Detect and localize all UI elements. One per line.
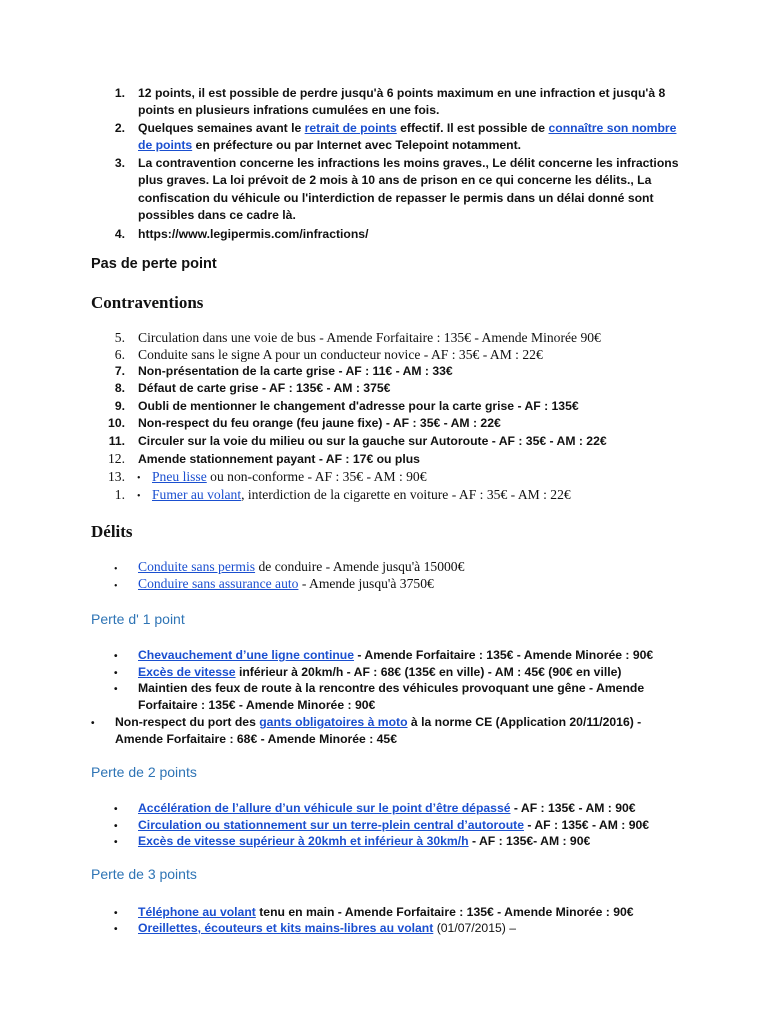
bullet-icon: • [114, 837, 118, 848]
list-item-text: points en plusieurs infrations cumulées en une fois. [138, 103, 440, 117]
list-item-text: Accélération de l’allure d’un véhicule sur le point d’être dépassé - AF : 135€ - AM : 90€ [138, 801, 636, 815]
list-item-text: Quelques semaines avant le retrait de points effectif. Il est possible de connaître son nombre [138, 121, 677, 135]
list-number: 5. [114, 330, 125, 345]
list-item-text: Téléphone au volant tenu en main - Amende Forfaitaire : 135€ - Amende Minorée : 90€ [138, 905, 634, 919]
list-item-text: confiscation du véhicule ou l'interdiction de repasser le permis dans un délai donné sont [138, 191, 654, 205]
list-item-text: Défaut de carte grise - AF : 135€ - AM : 375€ [138, 381, 391, 395]
terre-plein-link[interactable]: Circulation ou stationnement sur un terre-plein central d’autoroute [138, 818, 524, 832]
list-number: 3. [114, 156, 125, 170]
connaitre-points-link-cont[interactable]: de points [138, 138, 193, 152]
heading-pas-de-perte: Pas de perte point [91, 256, 217, 272]
pneu-lisse-link[interactable]: Pneu lisse [152, 469, 207, 484]
gants-moto-link[interactable]: gants obligatoires à moto [259, 715, 408, 729]
exces-vitesse-link[interactable]: Excès de vitesse [138, 665, 236, 679]
bullet-icon: • [114, 651, 118, 662]
telephone-volant-link[interactable]: Téléphone au volant [138, 905, 256, 919]
bullet-icon: • [137, 473, 141, 484]
list-item-text: Maintien des feux de route à la rencontre des véhicules provoquant une gêne - Amende [138, 681, 645, 695]
list-item-text: Chevauchement d’une ligne continue - Amende Forfaitaire : 135€ - Amende Minorée : 90€ [138, 648, 654, 662]
list-number: 7. [114, 364, 125, 378]
sans-assurance-link[interactable]: Conduire sans assurance auto [138, 576, 299, 591]
list-number: 11. [108, 434, 125, 448]
list-item-text: de points en préfecture ou par Internet avec Telepoint notamment. [138, 138, 522, 152]
list-item-text: possibles dans ce cadre là. [138, 208, 296, 222]
list-item-text: Amende stationnement payant - AF : 17€ ou plus [138, 452, 420, 466]
list-item-text: https://www.legipermis.com/infractions/ [138, 227, 369, 241]
acceleration-link[interactable]: Accélération de l’allure d’un véhicule sur le point d’être dépassé [138, 801, 511, 815]
fumer-volant-link[interactable]: Fumer au volant [152, 487, 242, 502]
heading-perte-2-points: Perte de 2 points [91, 764, 197, 780]
list-item-text: Circulation dans une voie de bus - Amende Forfaitaire : 135€ - Amende Minorée 90€ [138, 330, 601, 345]
list-item-text: plus graves. La loi prévoit de 2 mois à 10 ans de prison en ce qui concerne les délits., La [138, 173, 652, 187]
list-item-text: Non-présentation de la carte grise - AF : 11€ - AM : 33€ [138, 364, 453, 378]
bullet-icon: • [114, 908, 118, 919]
heading-perte-3-points: Perte de 3 points [91, 866, 197, 882]
bullet-icon: • [114, 668, 118, 679]
oreillettes-link[interactable]: Oreillettes, écouteurs et kits mains-libres au volant [138, 921, 434, 935]
list-number: 4. [114, 227, 125, 241]
heading-contraventions: Contraventions [91, 293, 204, 312]
list-item-text: Forfaitaire : 135€ - Amende Minorée : 90€ [138, 698, 376, 712]
bullet-icon: • [114, 684, 118, 695]
list-item-text: Conduite sans le signe A pour un conducteur novice - AF : 35€ - AM : 22€ [138, 347, 543, 362]
list-number: 2. [114, 121, 125, 135]
list-item-text: Oubli de mentionner le changement d'adresse pour la carte grise - AF : 135€ [138, 399, 579, 413]
list-item-text: Fumer au volant, interdiction de la cigarette en voiture - AF : 35€ - AM : 22€ [152, 487, 571, 502]
chevauchement-link[interactable]: Chevauchement d’une ligne continue [138, 648, 355, 662]
exces-vitesse-20-30-link[interactable]: Excès de vitesse supérieur à 20kmh et inférieur à 30km/h [138, 834, 469, 848]
list-number: 1. [114, 487, 125, 502]
list-item-text: 12 points, il est possible de perdre jusqu'à 6 points maximum en une infraction et jusqu'à 8 [138, 86, 666, 100]
list-number: 8. [114, 381, 125, 395]
list-item-text: Non-respect du port des gants obligatoires à moto à la norme CE (Application 20/11/2016) - [115, 715, 642, 729]
bullet-icon: • [114, 581, 118, 592]
list-item-text: Conduire sans assurance auto - Amende jusqu'à 3750€ [138, 576, 434, 591]
list-item-text: Circuler sur la voie du milieu ou sur la gauche sur Autoroute - AF : 35€ - AM : 22€ [138, 434, 607, 448]
heading-delits: Délits [91, 522, 133, 541]
retrait-points-link[interactable]: retrait de points [304, 121, 397, 135]
heading-perte-1-point: Perte d' 1 point [91, 611, 185, 627]
bullet-icon: • [114, 924, 118, 935]
list-item-text: Pneu lisse ou non-conforme - AF : 35€ - AM : 90€ [152, 469, 427, 484]
list-item-text: Amende Forfaitaire : 68€ - Amende Minorée : 45€ [115, 732, 397, 746]
list-number: 10. [108, 416, 125, 430]
list-number: 9. [114, 399, 125, 413]
list-number: 1. [114, 86, 125, 100]
bullet-icon: • [114, 804, 118, 815]
bullet-icon: • [114, 821, 118, 832]
list-item-text: Non-respect du feu orange (feu jaune fixe) - AF : 35€ - AM : 22€ [138, 416, 501, 430]
list-item-text: Circulation ou stationnement sur un terre-plein central d’autoroute - AF : 135€ - AM : 90€ [138, 818, 650, 832]
list-number: 12. [108, 451, 125, 466]
connaitre-points-link[interactable]: connaître son nombre [548, 121, 677, 135]
list-item-text: Excès de vitesse inférieur à 20km/h - AF : 68€ (135€ en ville) - AM : 45€ (90€ en ville) [138, 665, 622, 679]
list-item-text: Conduite sans permis de conduire - Amende jusqu'à 15000€ [138, 559, 465, 574]
bullet-icon: • [137, 491, 141, 502]
list-number: 6. [114, 347, 125, 362]
list-item-text: Excès de vitesse supérieur à 20kmh et inférieur à 30km/h - AF : 135€- AM : 90€ [138, 834, 591, 848]
conduite-sans-permis-link[interactable]: Conduite sans permis [138, 559, 256, 574]
bullet-icon: • [91, 718, 95, 729]
bullet-icon: • [114, 564, 118, 575]
list-item-text: La contravention concerne les infractions les moins graves., Le délit concerne les infractions [138, 156, 679, 170]
list-number: 13. [108, 469, 125, 484]
list-item-text: Oreillettes, écouteurs et kits mains-libres au volant (01/07/2015) – [138, 921, 516, 935]
